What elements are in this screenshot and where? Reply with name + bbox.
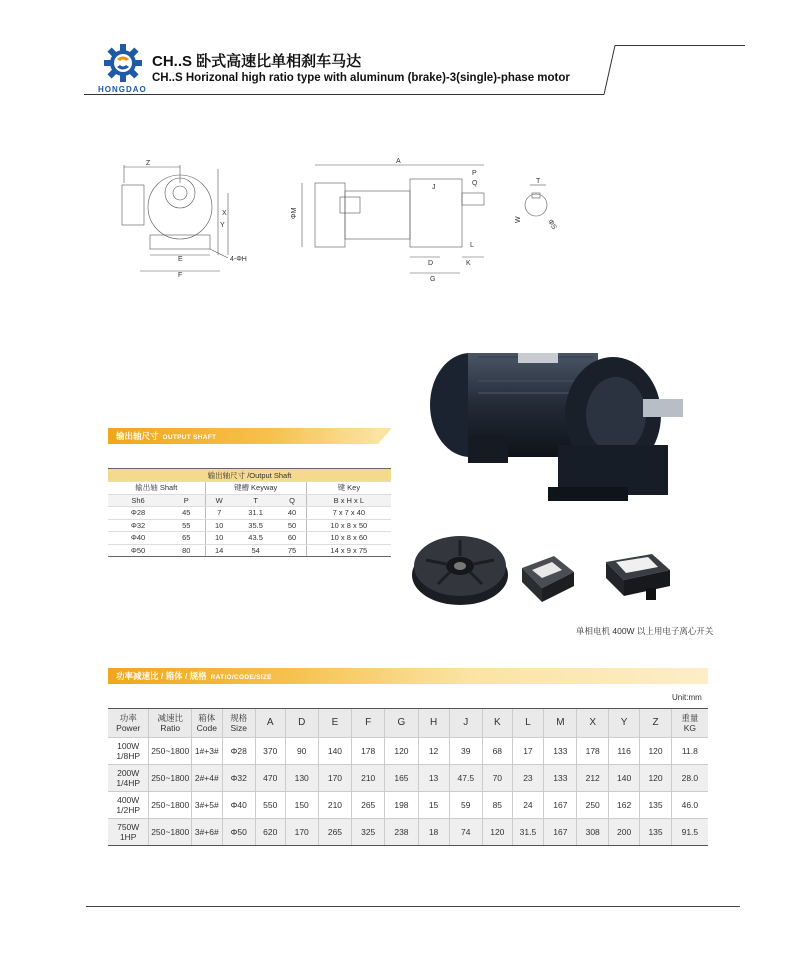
- shaft-table-title: 输出轴尺寸 /Output Shaft: [108, 469, 391, 482]
- cell: 370: [255, 738, 285, 765]
- cell: 133: [544, 738, 577, 765]
- header-text: 箱体: [198, 713, 216, 723]
- cell: 130: [285, 765, 318, 792]
- label-z: Z: [146, 160, 151, 167]
- label-y: Y: [220, 222, 225, 229]
- side-view-drawing: [302, 165, 484, 273]
- keyway-group-header: 键槽 Keyway: [205, 482, 306, 495]
- column-header: [285, 709, 318, 738]
- table-row: [108, 792, 708, 819]
- cell: 10: [205, 532, 233, 545]
- table-row: [108, 507, 391, 520]
- ratio-heading-en: RATIO/CODE/SIZE: [210, 674, 272, 681]
- header-text: Z: [652, 717, 659, 728]
- cell: 55: [168, 519, 205, 532]
- ratio-heading-cn: 功率减速比 / 箱体 / 规格: [116, 671, 207, 681]
- cell: 17: [512, 738, 544, 765]
- cell: 150: [285, 792, 318, 819]
- label-q: Q: [472, 180, 478, 187]
- cell: 10 x 8 x 50: [306, 519, 391, 532]
- cell: 2#+4#: [192, 765, 222, 792]
- label-t: T: [536, 178, 541, 185]
- cell: 140: [608, 765, 639, 792]
- header-text: K: [493, 717, 501, 728]
- header-text: A: [266, 717, 274, 728]
- cell: 31.5: [512, 819, 544, 846]
- cell: 28.0: [671, 765, 708, 792]
- label-g: G: [430, 276, 436, 283]
- label-k: K: [466, 260, 471, 267]
- cell: Φ28: [222, 738, 255, 765]
- col-sh6: Sh6: [108, 494, 168, 507]
- cell: Φ28: [108, 507, 168, 520]
- key-group-header: 键 Key: [306, 482, 391, 495]
- label-m: ΦM: [291, 207, 298, 219]
- ratio-header-row: [108, 709, 708, 738]
- cell: 7 x 7 x 40: [306, 507, 391, 520]
- cell: 162: [608, 792, 639, 819]
- power-cell: [108, 792, 149, 819]
- brake-disc-photo: [410, 520, 510, 610]
- label-a: A: [396, 158, 401, 165]
- table-row: [108, 738, 708, 765]
- cell: 75: [278, 544, 306, 557]
- cell: 250~1800: [149, 765, 192, 792]
- col-w: W: [205, 494, 233, 507]
- col-key: B x H x L: [306, 494, 391, 507]
- cell: Φ50: [108, 544, 168, 557]
- cell: 120: [385, 738, 418, 765]
- col-q: Q: [278, 494, 306, 507]
- cell: 80: [168, 544, 205, 557]
- column-header: [352, 709, 385, 738]
- column-header: [385, 709, 418, 738]
- hongdao-gear-logo: [102, 42, 144, 84]
- column-header: [255, 709, 285, 738]
- column-header: [192, 709, 222, 738]
- cell: 178: [577, 738, 608, 765]
- table-row: [108, 519, 391, 532]
- cell: 59: [449, 792, 482, 819]
- cell: 10: [205, 519, 233, 532]
- cell: 210: [318, 792, 351, 819]
- cell: 91.5: [671, 819, 708, 846]
- label-w: W: [515, 216, 522, 223]
- cell: 198: [385, 792, 418, 819]
- cell: 3#+6#: [192, 819, 222, 846]
- cell: 170: [285, 819, 318, 846]
- cell: 39: [449, 738, 482, 765]
- cell: 47.5: [449, 765, 482, 792]
- column-header: [318, 709, 351, 738]
- cell: 70: [483, 765, 513, 792]
- output-shaft-heading-en: OUTPUT SHAFT: [162, 434, 217, 441]
- cell: Φ32: [222, 765, 255, 792]
- table-row: [108, 544, 391, 557]
- cell: 133: [544, 765, 577, 792]
- cell: 165: [385, 765, 418, 792]
- column-header: [544, 709, 577, 738]
- cell: 120: [483, 819, 513, 846]
- cell: 18: [418, 819, 449, 846]
- header-text: 功率: [119, 713, 137, 723]
- cell: 250: [577, 792, 608, 819]
- cell: 120: [640, 765, 671, 792]
- cell: 620: [255, 819, 285, 846]
- label-l: L: [470, 242, 474, 249]
- unit-label: Unit:mm: [672, 693, 702, 702]
- label-d: D: [428, 260, 434, 267]
- cell: 14 x 9 x 75: [306, 544, 391, 557]
- cell: 120: [640, 738, 671, 765]
- header-text: H: [429, 717, 438, 728]
- cell: 116: [608, 738, 639, 765]
- header-text: 减速比: [157, 713, 183, 723]
- banner-tail: [378, 428, 392, 444]
- header-rule-top: [615, 45, 745, 46]
- cell: 325: [352, 819, 385, 846]
- cell: 3#+5#: [192, 792, 222, 819]
- cell: 60: [278, 532, 306, 545]
- cell: 50: [278, 519, 306, 532]
- column-header: [449, 709, 482, 738]
- cell: 35.5: [233, 519, 279, 532]
- power-text: 1HP: [119, 832, 137, 842]
- cell: 200: [608, 819, 639, 846]
- cell: Φ40: [108, 532, 168, 545]
- ratio-table: [108, 708, 708, 846]
- page-title-en: CH..S Horizonal high ratio type with aluminum (brake)-3(single)-phase motor: [152, 72, 570, 84]
- cell: 65: [168, 532, 205, 545]
- rectifier-module-photo: [518, 548, 578, 603]
- cell: 11.8: [671, 738, 708, 765]
- header-text: L: [525, 717, 531, 728]
- cell: 45: [168, 507, 205, 520]
- cell: 167: [544, 819, 577, 846]
- column-header: [222, 709, 255, 738]
- cell: 74: [449, 819, 482, 846]
- cell: 250~1800: [149, 819, 192, 846]
- power-text: 1/8HP: [116, 751, 141, 761]
- cell: Φ40: [222, 792, 255, 819]
- cell: 15: [418, 792, 449, 819]
- cell: 23: [512, 765, 544, 792]
- cell: 68: [483, 738, 513, 765]
- cell: 24: [512, 792, 544, 819]
- column-header: [483, 709, 513, 738]
- header-text: D: [298, 717, 306, 728]
- cell: 90: [285, 738, 318, 765]
- header-text: Power: [116, 723, 141, 733]
- cell: 265: [352, 792, 385, 819]
- cell: 13: [418, 765, 449, 792]
- column-header: [149, 709, 192, 738]
- column-header: [640, 709, 671, 738]
- column-header: [512, 709, 544, 738]
- header-text: Size: [230, 723, 248, 733]
- header-rule: [84, 94, 604, 95]
- cell: 212: [577, 765, 608, 792]
- cell: 167: [544, 792, 577, 819]
- header-rule-diagonal: [580, 45, 640, 95]
- cell: 135: [640, 792, 671, 819]
- power-cell: [108, 765, 149, 792]
- header-text: Code: [196, 723, 217, 733]
- cell: 308: [577, 819, 608, 846]
- header-text: G: [397, 717, 406, 728]
- header-text: 规格: [230, 713, 248, 723]
- cell: 470: [255, 765, 285, 792]
- cell: 250~1800: [149, 738, 192, 765]
- output-shaft-table: [108, 468, 391, 557]
- cell: 14: [205, 544, 233, 557]
- header-text: X: [589, 717, 597, 728]
- dimension-drawings: [110, 155, 590, 285]
- cell: 1#+3#: [192, 738, 222, 765]
- cell: 135: [640, 819, 671, 846]
- table-row: [108, 819, 708, 846]
- cell: 140: [318, 738, 351, 765]
- column-header: [108, 709, 149, 738]
- label-s: ΦS: [546, 218, 558, 231]
- power-text: 100W: [117, 741, 140, 751]
- cell: 12: [418, 738, 449, 765]
- header-text: M: [556, 717, 565, 728]
- cell: 54: [233, 544, 279, 557]
- power-text: 750W: [117, 822, 140, 832]
- cell: 46.0: [671, 792, 708, 819]
- col-t: T: [233, 494, 279, 507]
- cell: 265: [318, 819, 351, 846]
- cell: 10 x 8 x 60: [306, 532, 391, 545]
- power-cell: [108, 819, 149, 846]
- col-p: P: [168, 494, 205, 507]
- table-row: [108, 765, 708, 792]
- shaft-group-header: 输出轴 Shaft: [108, 482, 205, 495]
- cell: Φ50: [222, 819, 255, 846]
- cell: 40: [278, 507, 306, 520]
- header-text: J: [463, 717, 469, 728]
- table-row: [108, 532, 391, 545]
- column-header: [577, 709, 608, 738]
- label-f: F: [178, 272, 183, 279]
- label-j: J: [432, 184, 436, 191]
- geared-motor-photo: [428, 335, 698, 515]
- label-p: P: [472, 170, 477, 177]
- cell: 550: [255, 792, 285, 819]
- header-text: F: [365, 717, 372, 728]
- cell: 7: [205, 507, 233, 520]
- power-text: 200W: [117, 768, 140, 778]
- label-x: X: [222, 210, 227, 217]
- page-title-cn: CH..S 卧式高速比单相刹车马达: [152, 53, 362, 70]
- header-text: 重量: [681, 713, 699, 723]
- switch-module-photo: [602, 548, 674, 603]
- power-text: 1/2HP: [116, 805, 141, 815]
- cell: 250~1800: [149, 792, 192, 819]
- label-h: 4-ΦH: [230, 256, 247, 263]
- photo-caption: 单相电机 400W 以上用电子离心开关: [576, 626, 714, 636]
- cell: Φ32: [108, 519, 168, 532]
- cell: 31.1: [233, 507, 279, 520]
- cell: 178: [352, 738, 385, 765]
- footer-rule: [86, 906, 740, 907]
- header-text: E: [331, 717, 339, 728]
- power-text: 400W: [117, 795, 140, 805]
- power-text: 1/4HP: [116, 778, 141, 788]
- power-cell: [108, 738, 149, 765]
- cell: 210: [352, 765, 385, 792]
- cell: 85: [483, 792, 513, 819]
- cell: 238: [385, 819, 418, 846]
- header-text: KG: [683, 723, 697, 733]
- brand-name: HONGDAO: [98, 85, 147, 94]
- column-header: [608, 709, 639, 738]
- output-shaft-banner: [108, 428, 378, 444]
- cell: 170: [318, 765, 351, 792]
- ratio-code-size-banner: [108, 668, 708, 684]
- header-text: Y: [620, 717, 628, 728]
- column-header: [671, 709, 708, 738]
- header-text: Ratio: [160, 723, 181, 733]
- label-e: E: [178, 256, 183, 263]
- front-view-drawing: [122, 165, 228, 271]
- shaft-section-drawing: [525, 185, 547, 216]
- cell: 43.5: [233, 532, 279, 545]
- output-shaft-heading-cn: 输出轴尺寸: [116, 431, 159, 441]
- column-header: [418, 709, 449, 738]
